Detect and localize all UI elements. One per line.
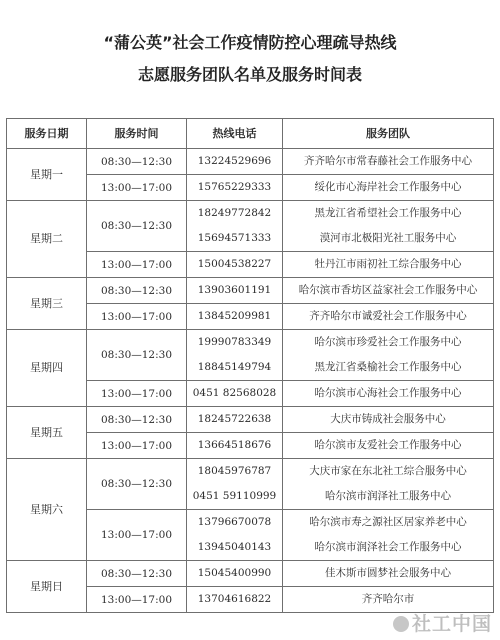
phone-cell xyxy=(187,381,283,407)
team-name: 哈尔滨市心海社会工作服务中心 xyxy=(314,387,462,399)
phone-cell xyxy=(187,459,283,510)
phone-number: 13903601191 xyxy=(197,284,272,296)
header-team: 服务团队 xyxy=(283,119,494,149)
time-cell: 13:00—17:00 xyxy=(87,304,187,330)
time-cell: 13:00—17:00 xyxy=(87,252,187,278)
time-cell: 13:00—17:00 xyxy=(87,510,187,561)
phone-number: 18045976787 xyxy=(197,465,272,477)
team-cell xyxy=(283,278,494,304)
phone-number: 18249772842 xyxy=(197,207,272,219)
time-cell: 13:00—17:00 xyxy=(87,381,187,407)
day-cell: 星期三 xyxy=(7,278,87,330)
phone-cell xyxy=(187,407,283,433)
team-cell xyxy=(283,510,494,561)
document-subtitle: 志愿服务团队名单及服务时间表 xyxy=(137,65,362,84)
team-name: 绥化市心海岸社会工作服务中心 xyxy=(314,181,462,193)
phone-cell xyxy=(187,561,283,587)
logo-icon xyxy=(393,616,409,632)
time-cell: 13:00—17:00 xyxy=(87,175,187,201)
time-cell: 13:00—17:00 xyxy=(87,587,187,613)
phone-cell xyxy=(187,278,283,304)
phone-number: 13945040143 xyxy=(197,541,272,553)
table-row xyxy=(7,407,494,433)
team-name: 齐齐哈尔市诚爱社会工作服务中心 xyxy=(309,310,467,322)
phone-cell xyxy=(187,433,283,459)
time-cell: 08:30—12:30 xyxy=(87,407,187,433)
team-name: 齐齐哈尔市 xyxy=(361,593,415,605)
time-cell: 08:30—12:30 xyxy=(87,149,187,175)
phone-number: 18245722638 xyxy=(197,413,272,425)
phone-cell xyxy=(187,252,283,278)
time-cell: 08:30—12:30 xyxy=(87,278,187,304)
day-cell: 星期日 xyxy=(7,561,87,613)
phone-cell xyxy=(187,201,283,252)
team-name: 哈尔滨市寿之源社区居家养老中心 xyxy=(309,516,467,528)
time-cell: 08:30—12:30 xyxy=(87,330,187,381)
team-name: 黑龙江省希望社会工作服务中心 xyxy=(314,207,462,219)
phone-number: 15765229333 xyxy=(197,181,272,193)
watermark-text: 社工中国 xyxy=(411,613,492,635)
phone-number: 13845209981 xyxy=(197,310,272,322)
table-row xyxy=(7,459,494,510)
team-name: 黑龙江省桑榆社会工作服务中心 xyxy=(314,361,462,373)
header-time: 服务时间 xyxy=(87,119,187,149)
phone-number: 15694571333 xyxy=(197,232,272,244)
phone-cell xyxy=(187,304,283,330)
team-cell xyxy=(283,459,494,510)
header-date: 服务日期 xyxy=(7,119,87,149)
table-row xyxy=(7,278,494,304)
team-name: 大庆市家在东北社工综合服务中心 xyxy=(309,465,467,477)
phone-number: 0451 59110999 xyxy=(192,490,277,502)
phone-cell xyxy=(187,175,283,201)
team-name: 哈尔滨市润泽社工服务中心 xyxy=(325,490,451,502)
day-cell: 星期六 xyxy=(7,459,87,561)
team-cell xyxy=(283,304,494,330)
team-name: 哈尔滨市友爱社会工作服务中心 xyxy=(314,439,462,451)
team-name: 哈尔滨市香坊区益家社会工作服务中心 xyxy=(298,284,478,296)
team-name: 哈尔滨市润泽社会工作服务中心 xyxy=(314,541,462,553)
table-header-row xyxy=(7,119,494,149)
time-cell: 08:30—12:30 xyxy=(87,201,187,252)
phone-number: 13796670078 xyxy=(197,516,272,528)
team-cell xyxy=(283,433,494,459)
day-cell: 星期一 xyxy=(7,149,87,201)
team-name: 佳木斯市圆梦社会服务中心 xyxy=(325,567,451,579)
phone-number: 15045400990 xyxy=(197,567,272,579)
phone-number: 18845149794 xyxy=(197,361,272,373)
team-cell xyxy=(283,407,494,433)
schedule-table xyxy=(6,118,494,613)
phone-number: 13224529696 xyxy=(197,155,272,167)
phone-cell xyxy=(187,149,283,175)
header-phone: 热线电话 xyxy=(187,119,283,149)
team-cell xyxy=(283,175,494,201)
phone-number: 13704616822 xyxy=(197,593,272,605)
team-cell xyxy=(283,201,494,252)
phone-number: 19990783349 xyxy=(197,336,272,348)
day-cell: 星期五 xyxy=(7,407,87,459)
phone-cell xyxy=(187,587,283,613)
time-cell: 08:30—12:30 xyxy=(87,561,187,587)
table-row xyxy=(7,149,494,175)
watermark xyxy=(393,609,492,636)
phone-number: 15004538227 xyxy=(197,258,272,270)
team-name: 哈尔滨市珍爱社会工作服务中心 xyxy=(314,336,462,348)
team-name: 漠河市北极阳光社工服务中心 xyxy=(319,232,457,244)
team-cell xyxy=(283,381,494,407)
team-name: 齐齐哈尔市常春藤社会工作服务中心 xyxy=(304,155,472,167)
phone-number: 13664518676 xyxy=(197,439,272,451)
team-cell xyxy=(283,561,494,587)
team-cell xyxy=(283,149,494,175)
table-row xyxy=(7,201,494,252)
day-cell: 星期二 xyxy=(7,201,87,278)
phone-cell xyxy=(187,330,283,381)
team-name: 大庆市铸成社会服务中心 xyxy=(330,413,446,425)
time-cell: 08:30—12:30 xyxy=(87,459,187,510)
phone-number: 0451 82568028 xyxy=(192,387,277,399)
table-row xyxy=(7,330,494,381)
team-cell xyxy=(283,252,494,278)
phone-cell xyxy=(187,510,283,561)
time-cell: 13:00—17:00 xyxy=(87,433,187,459)
document-title: “蒲公英”社会工作疫情防控心理疏导热线 xyxy=(103,33,397,52)
day-cell: 星期四 xyxy=(7,330,87,407)
schedule-body xyxy=(7,149,494,613)
table-row xyxy=(7,561,494,587)
team-cell xyxy=(283,330,494,381)
team-name: 牡丹江市雨初社工综合服务中心 xyxy=(314,258,462,270)
